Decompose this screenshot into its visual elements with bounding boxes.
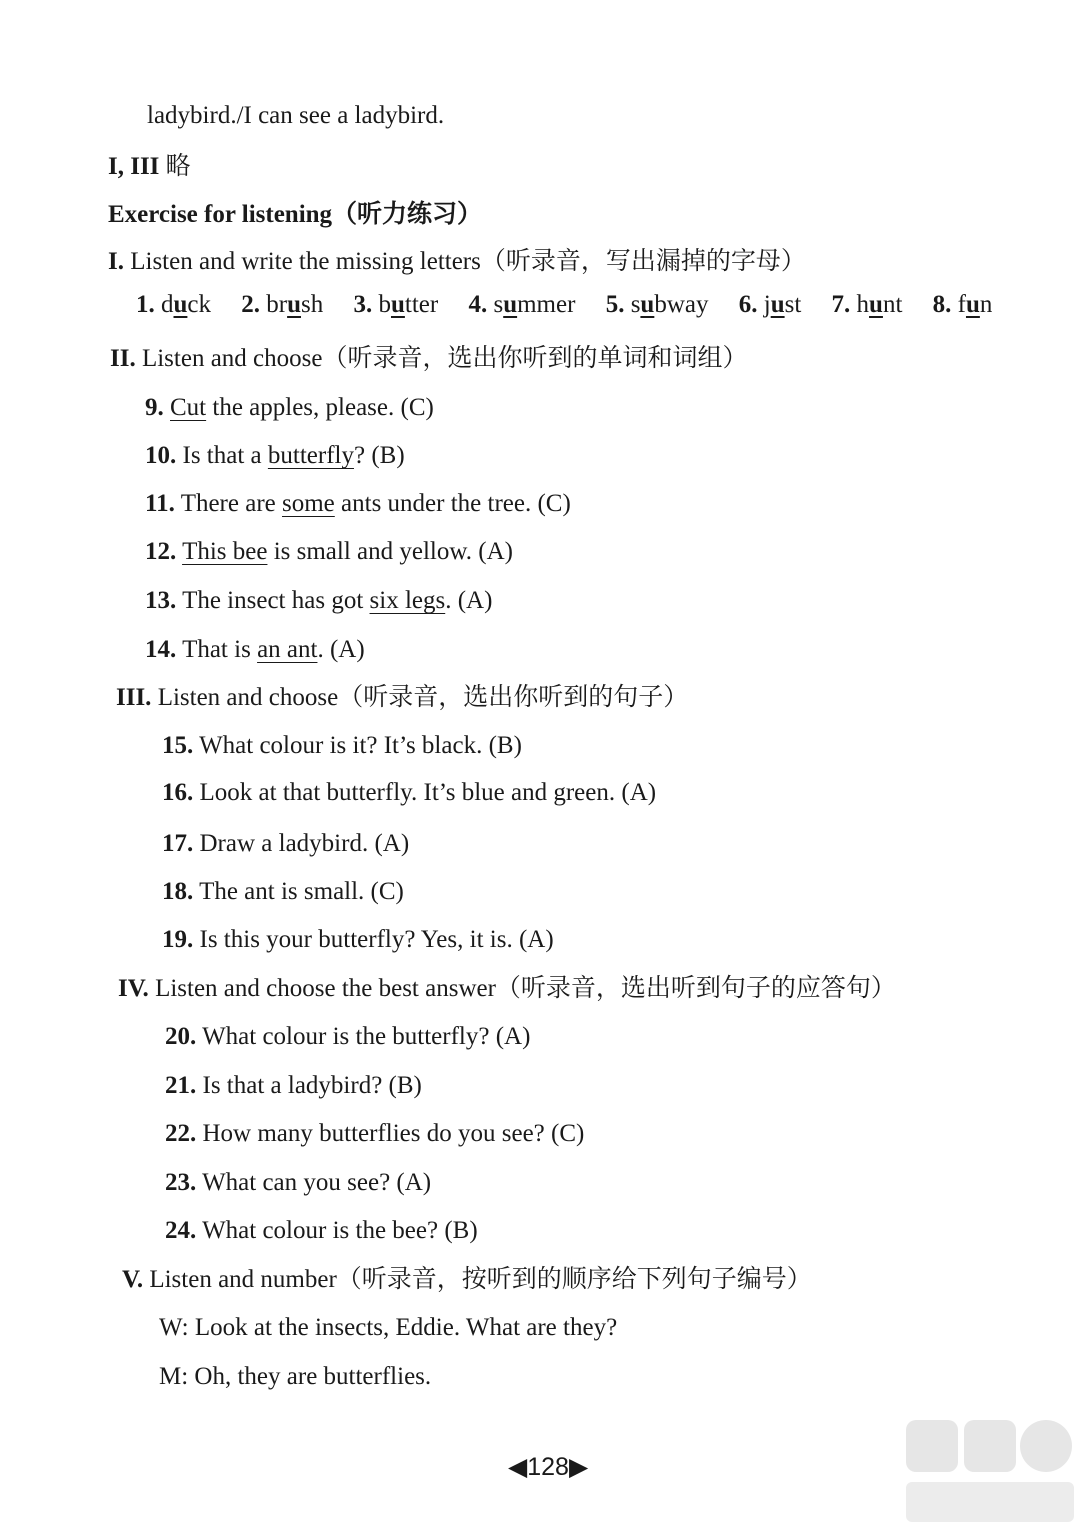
letter-item: 2. brush — [241, 291, 324, 318]
list-item: 21. Is that a ladybird? (B) — [165, 1072, 422, 1099]
watermark-logo-icon — [900, 1412, 1080, 1532]
section1-roman: I. — [108, 248, 124, 275]
list-item: 18. The ant is small. (C) — [162, 878, 404, 905]
section4-heading — [118, 974, 896, 1004]
letter-item: 8. fun — [932, 291, 993, 318]
section5-title: Listen and number（听录音，按听到的顺序给下列句子编号） — [149, 1266, 812, 1293]
section5-heading — [122, 1265, 812, 1295]
list-item: 11. There are some ants under the tree. (C) — [145, 490, 571, 517]
section2-roman: II. — [110, 345, 136, 372]
section3-roman: III. — [116, 684, 152, 711]
list-item: 10. Is that a butterfly? (B) — [145, 442, 405, 469]
list-item: 23. What can you see? (A) — [165, 1169, 432, 1196]
section1-title: Listen and write the missing letters（听录音，写出漏掉的字母） — [130, 248, 806, 275]
omit-label: I, III — [108, 153, 160, 180]
letter-item: 5. subway — [605, 291, 709, 318]
continuation-line: ladybird./I can see a ladybird. — [147, 102, 445, 129]
section3-title: Listen and choose（听录音，选出你听到的句子） — [157, 684, 689, 711]
list-item: 20. What colour is the butterfly? (A) — [165, 1023, 531, 1050]
section3-heading — [116, 683, 688, 713]
omit-text: 略 — [165, 153, 191, 180]
exercise-title: Exercise for listening（听力练习） — [108, 201, 483, 228]
list-item: 12. This bee is small and yellow. (A) — [145, 538, 514, 565]
page-number: ◀128▶ — [508, 1453, 589, 1481]
section4-roman: IV. — [118, 975, 149, 1002]
list-item: 13. The insect has got six legs. (A) — [145, 587, 493, 614]
section1-heading — [108, 247, 806, 277]
letter-item: 3. butter — [353, 291, 439, 318]
list-item: 24. What colour is the bee? (B) — [165, 1217, 478, 1244]
dialog-line: M: Oh, they are butterflies. — [159, 1363, 432, 1390]
letter-item: 4. summer — [468, 291, 576, 318]
list-item: 17. Draw a ladybird. (A) — [162, 830, 410, 857]
letter-item: 6. just — [738, 291, 802, 318]
list-item: 19. Is this your butterfly? Yes, it is. (A) — [162, 926, 554, 953]
omit-heading — [108, 152, 191, 182]
list-item: 14. That is an ant. (A) — [145, 636, 365, 663]
list-item: 22. How many butterflies do you see? (C) — [165, 1120, 585, 1147]
list-item: 15. What colour is it? It’s black. (B) — [162, 732, 522, 759]
letter-item: 7. hunt — [831, 291, 903, 318]
section5-roman: V. — [122, 1266, 144, 1293]
section2-heading — [110, 344, 747, 374]
letter-item: 1. duck — [136, 291, 212, 318]
missing-letters-row — [136, 290, 1016, 320]
dialog-line: W: Look at the insects, Eddie. What are they? — [159, 1314, 618, 1341]
list-item: 16. Look at that butterfly. It’s blue and green. (A) — [162, 779, 657, 806]
list-item: 9. Cut the apples, please. (C) — [145, 394, 434, 421]
section4-title: Listen and choose the best answer（听录音，选出听到句子的应答句） — [155, 975, 896, 1002]
section2-title: Listen and choose（听录音，选出你听到的单词和词组） — [141, 345, 748, 372]
